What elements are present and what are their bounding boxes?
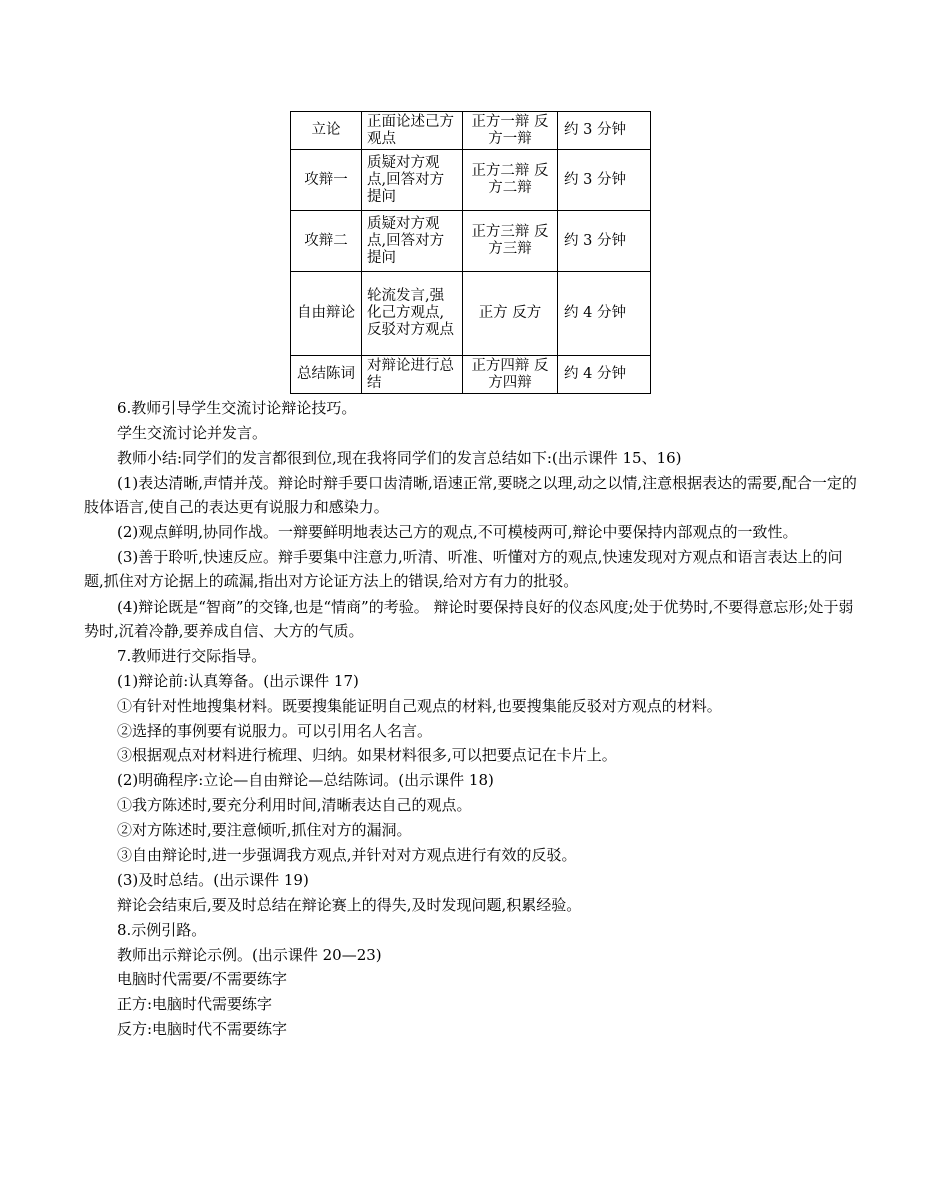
paragraph: ②选择的事例要有说服力。可以引用名人名言。 <box>117 722 433 740</box>
paragraph: (2)明确程序:立论—自由辩论—总结陈词。(出示课件 18) <box>117 771 494 789</box>
paragraph: 教师小结:同学们的发言都很到位,现在我将同学们的发言总结如下:(出示课件 15、16) <box>117 449 682 467</box>
speakers-cell: 正方 反方 <box>463 272 558 356</box>
paragraph: ①我方陈述时,要充分利用时间,清晰表达自己的观点。 <box>117 796 472 814</box>
paragraph: 教师出示辩论示例。(出示课件 20—23) <box>117 946 382 964</box>
content-cell: 对辩论进行总结 <box>362 356 463 394</box>
speakers-cell: 正方三辩 反方三辩 <box>463 211 558 272</box>
content-cell: 轮流发言,强化己方观点,反驳对方观点 <box>362 272 463 356</box>
stage-cell: 攻辩二 <box>291 211 362 272</box>
stage-cell: 自由辩论 <box>291 272 362 356</box>
speakers-cell: 正方四辩 反方四辩 <box>463 356 558 394</box>
paragraph: (3)善于聆听,快速反应。辩手要集中注意力,听清、听准、听懂对方的观点,快速发现对方观点和语言表达上的问题,抓住对方论据上的疏漏,指出对方论证方法上的错误,给对方有力的批驳。 <box>84 548 843 590</box>
speakers-cell: 正方一辩 反方一辩 <box>463 112 558 150</box>
paragraph: ②对方陈述时,要注意倾听,抓住对方的漏洞。 <box>117 821 412 839</box>
step-6-heading: 6.教师引导学生交流讨论辩论技巧。 <box>117 399 357 417</box>
paragraph: ③根据观点对材料进行梳理、归纳。如果材料很多,可以把要点记在卡片上。 <box>117 746 617 764</box>
time-cell: 约 3 分钟 <box>558 112 651 150</box>
paragraph: 辩论会结束后,要及时总结在辩论赛上的得失,及时发现问题,积累经验。 <box>117 896 582 914</box>
paragraph: (4)辩论既是“智商”的交锋,也是“情商”的考验。 辩论时要保持良好的仪态风度;处于优势时,不要得意忘形;处于弱势时,沉着冷静,要养成自信、大方的气质。 <box>84 598 854 640</box>
table-row <box>291 150 651 211</box>
paragraph: 学生交流讨论并发言。 <box>117 424 268 442</box>
speakers-cell: 正方二辩 反方二辩 <box>463 150 558 211</box>
time-cell: 约 4 分钟 <box>558 356 651 394</box>
time-cell: 约 3 分钟 <box>558 211 651 272</box>
time-cell: 约 4 分钟 <box>558 272 651 356</box>
paragraph: (3)及时总结。(出示课件 19) <box>117 871 309 889</box>
table-row <box>291 211 651 272</box>
debate-topic: 电脑时代需要/不需要练字 <box>117 970 288 988</box>
debate-procedure-table <box>290 111 651 394</box>
content-cell: 质疑对方观点,回答对方提问 <box>362 211 463 272</box>
paragraph: ①有针对性地搜集材料。既要搜集能证明自己观点的材料,也要搜集能反驳对方观点的材料。 <box>117 697 722 715</box>
step-7-heading: 7.教师进行交际指导。 <box>117 647 267 665</box>
table-row <box>291 272 651 356</box>
paragraph: (1)表达清晰,声情并茂。辩论时辩手要口齿清晰,语速正常,要晓之以理,动之以情,注意根据表达的需要,配合一定的肢体语言,使自己的表达更有说服力和感染力。 <box>84 474 857 516</box>
table-row <box>291 112 651 150</box>
time-cell: 约 3 分钟 <box>558 150 651 211</box>
paragraph: (1)辩论前:认真筹备。(出示课件 17) <box>117 672 359 690</box>
paragraph: (2)观点鲜明,协同作战。一辩要鲜明地表达己方的观点,不可模棱两可,辩论中要保持内部观点的一致性。 <box>117 523 798 541</box>
stage-cell: 总结陈词 <box>291 356 362 394</box>
content-cell: 正面论述己方观点 <box>362 112 463 150</box>
stage-cell: 攻辩一 <box>291 150 362 211</box>
content-cell: 质疑对方观点,回答对方提问 <box>362 150 463 211</box>
negative-position: 反方:电脑时代不需要练字 <box>117 1020 288 1038</box>
table-row <box>291 356 651 394</box>
step-8-heading: 8.示例引路。 <box>117 921 207 939</box>
stage-cell: 立论 <box>291 112 362 150</box>
paragraph: ③自由辩论时,进一步强调我方观点,并针对对方观点进行有效的反驳。 <box>117 846 577 864</box>
affirmative-position: 正方:电脑时代需要练字 <box>117 995 273 1013</box>
